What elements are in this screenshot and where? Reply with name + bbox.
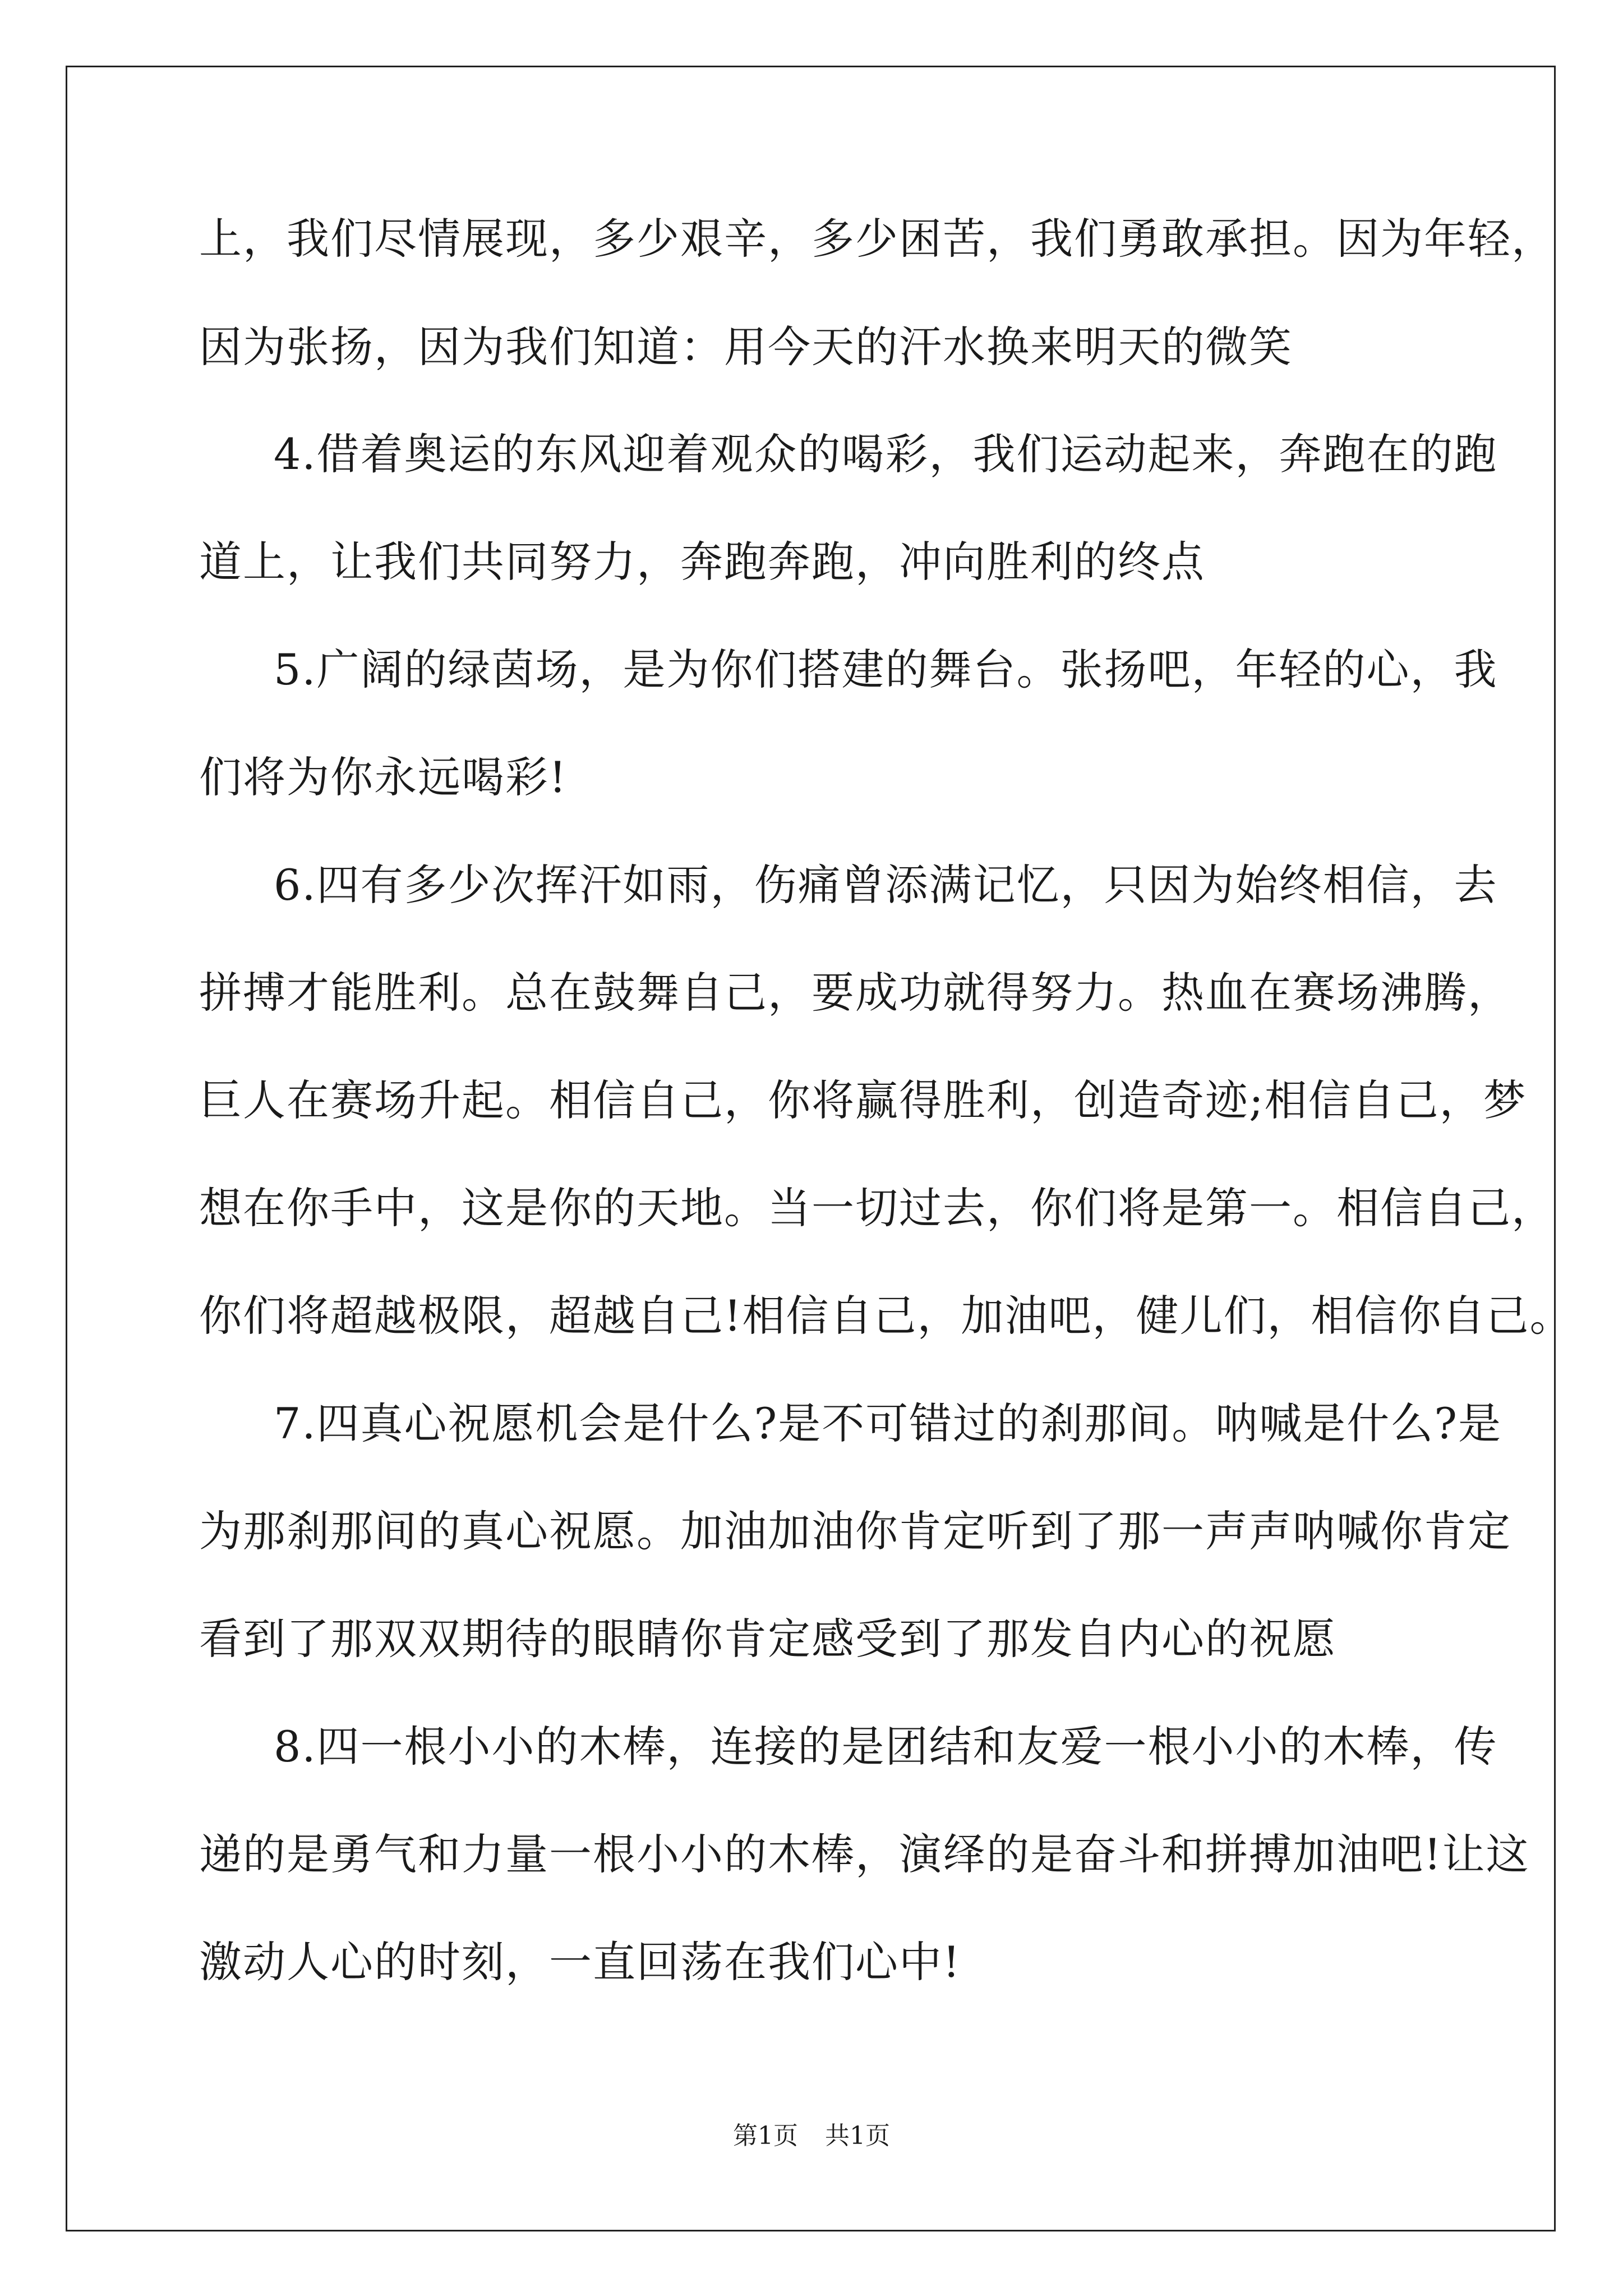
text-line: 为那刹那间的真心祝愿。加油加油你肯定听到了那一声声呐喊你肯定 — [199, 1506, 1511, 1556]
text-line: 道上，让我们共同努力，奔跑奔跑，冲向胜利的终点 — [199, 537, 1205, 587]
text-line: 上，我们尽情展现，多少艰辛，多少困苦，我们勇敢承担。因为年轻， — [199, 214, 1555, 264]
text-line: 巨人在赛场升起。相信自己，你将赢得胜利，创造奇迹;相信自己，梦 — [199, 1075, 1527, 1125]
text-line: 5.广阔的绿茵场，是为你们搭建的舞台。张扬吧，年轻的心，我 — [274, 645, 1498, 694]
text-line: 拼搏才能胜利。总在鼓舞自己，要成功就得努力。热血在赛场沸腾， — [199, 968, 1511, 1018]
page-footer — [0, 2120, 1623, 2152]
page-border — [66, 66, 1556, 2231]
text-line: 你们将超越极限，超越自己!相信自己，加油吧，健儿们，相信你自己。 — [199, 1291, 1574, 1341]
text-line: 想在你手中，这是你的天地。当一切过去，你们将是第一。相信自己， — [199, 1183, 1555, 1233]
text-line: 因为张扬，因为我们知道：用今天的汗水换来明天的微笑 — [199, 322, 1293, 372]
text-line: 6.四有多少次挥汗如雨，伤痛曾添满记忆，只因为始终相信，去 — [274, 860, 1498, 910]
page-total: 共1页 — [825, 2122, 890, 2150]
text-line: 4.借着奥运的东风迎着观众的喝彩，我们运动起来，奔跑在的跑 — [274, 429, 1498, 479]
text-line: 8.四一根小小的木棒，连接的是团结和友爱一根小小的木棒，传 — [274, 1722, 1498, 1772]
text-line: 递的是勇气和力量一根小小的木棒，演绎的是奋斗和拼搏加油吧!让这 — [199, 1829, 1530, 1879]
page-number: 第1页 — [733, 2122, 798, 2150]
text-line: 7.四真心祝愿机会是什么?是不可错过的刹那间。呐喊是什么?是 — [274, 1398, 1502, 1448]
text-line: 们将为你永远喝彩! — [199, 752, 568, 802]
text-line: 看到了那双双期待的眼睛你肯定感受到了那发自内心的祝愿 — [199, 1614, 1336, 1664]
text-line: 激动人心的时刻，一直回荡在我们心中! — [199, 1937, 961, 1987]
